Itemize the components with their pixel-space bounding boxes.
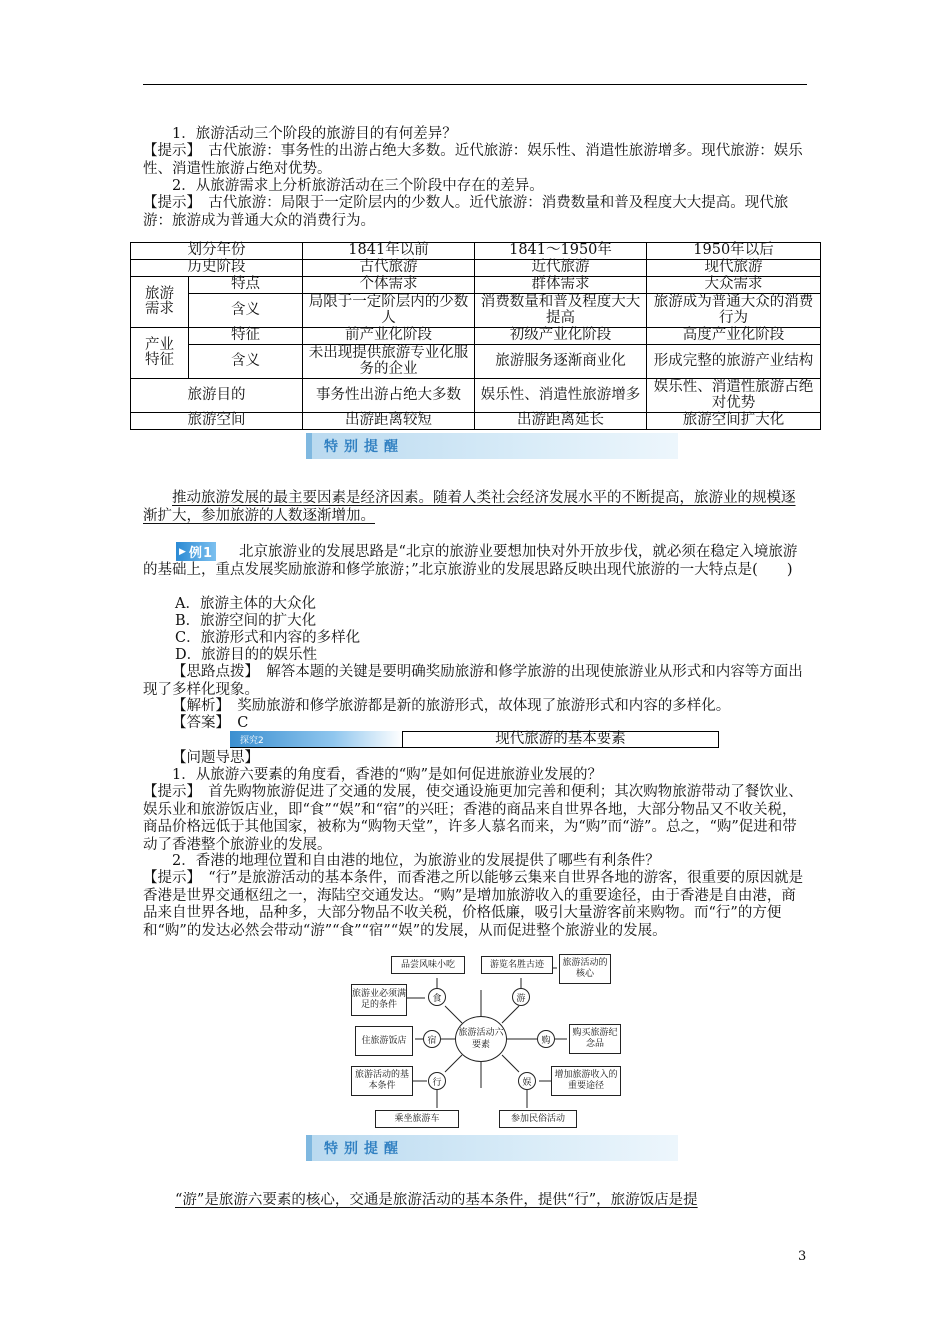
table-cell: 出游距离较短: [303, 413, 475, 430]
question-1: 1．旅游活动三个阶段的旅游目的有何差异？: [172, 126, 457, 142]
header-rule: [143, 84, 807, 85]
box-increase-income: 增加旅游收入的重要途径: [551, 1066, 621, 1096]
table-cell: 划分年份: [131, 243, 303, 260]
table-row: [131, 413, 821, 430]
table-row: [131, 379, 821, 413]
table-row: [131, 294, 821, 328]
table-cell: 娱乐性、消遣性旅游占绝对优势: [647, 379, 821, 413]
box-buy-souvenir: 购买旅游纪念品: [569, 1024, 621, 1054]
table-cell: 大众需求: [647, 277, 821, 294]
six-elements-diagram: [345, 948, 625, 1134]
table-cell: 特征: [189, 328, 303, 345]
box-taste-snacks: 品尝风味小吃: [391, 956, 465, 974]
table-cell: 形成完整的旅游产业结构: [647, 345, 821, 379]
comparison-table: [130, 242, 821, 430]
table-cell: 旅游空间扩大化: [647, 413, 821, 430]
box-stay-hotel: 住旅游饭店: [355, 1026, 413, 1056]
table-cell: 旅游成为普通大众的消费行为: [647, 294, 821, 328]
banner-mark: [306, 1135, 312, 1161]
table-cell: 含义: [189, 345, 303, 379]
node-center: 旅游活动六要素: [455, 1016, 507, 1062]
table-row: [131, 260, 821, 277]
page-number: 3: [798, 1249, 807, 1264]
box-visit-sites: 游览名胜古迹: [481, 956, 553, 974]
explore-rule: [230, 747, 402, 748]
table-cell: 未出现提供旅游专业化服务的企业: [303, 345, 475, 379]
option-d: D．旅游目的的娱乐性: [175, 647, 318, 663]
box-basic-condition: 旅游活动的基本条件: [351, 1066, 413, 1096]
option-b: B．旅游空间的扩大化: [175, 613, 317, 629]
node-stay: 宿: [423, 1030, 441, 1048]
table-cell: 旅游需求: [131, 277, 189, 328]
table-cell: 1841年以前: [303, 243, 475, 260]
table-row: [131, 243, 821, 260]
table-row: [131, 328, 821, 345]
question-4: 2．香港的地理位置和自由港的地位，为旅游业的发展提供了哪些有利条件？: [172, 853, 660, 869]
table-cell: 产业特征: [131, 328, 189, 379]
table-cell: 旅游空间: [131, 413, 303, 430]
table-cell: 娱乐性、消遣性旅游增多: [475, 379, 647, 413]
question-3: 1．从旅游六要素的角度看，香港的“购”是如何促进旅游业发展的？: [172, 767, 603, 783]
table-row: [131, 277, 821, 294]
answer-text: 【答案】 C: [172, 715, 249, 731]
table-cell: 事务性出游占绝大多数: [303, 379, 475, 413]
reminder-text-1: 推动旅游发展的最主要因素是经济因素。随着人类社会经济发展水平的不断提高，旅游业的规模逐渐扩大，参加旅游的人数逐渐增加。: [143, 490, 796, 524]
banner-label: 特别提醒: [324, 439, 404, 455]
table-cell: 近代旅游: [475, 260, 647, 277]
table-cell: 高度产业化阶段: [647, 328, 821, 345]
banner-mark: [306, 433, 312, 459]
box-tour-bus: 乘坐旅游车: [375, 1110, 459, 1128]
example-badge-label: 例1: [188, 546, 213, 561]
node-buy: 购: [537, 1030, 555, 1048]
question-2: 2．从旅游需求上分析旅游活动在三个阶段中存在的差异。: [172, 178, 544, 194]
hint-4: 【提示】 “行”是旅游活动的基本条件，而香港之所以能够云集来自世界各地的游客，很重要的原因就是香港是世界交通枢纽之一，海陆空交通发达。“购”是增加旅游收入的重要途径，由于香港是自由港，商品来自世界各地，品种多，大部分物品不收关税，价格低廉，吸引大量游客前来购物。而“行”的方便和“购”的发达必然会带动“游”“食”“宿”“娱”的发展，从而促进整个旅游业的发展。: [143, 870, 804, 939]
special-reminder-banner: [306, 433, 678, 459]
hint-2: 【提示】 古代旅游：局限于一定阶层内的少数人。近代旅游：消费数量和普及程度大大提高。现代旅游：旅游成为普通大众的消费行为。: [143, 195, 789, 229]
thinking-text: 【思路点拨】 解答本题的关键是要明确奖励旅游和修学旅游的出现使旅游业从形式和内容等方面出现了多样化现象。: [143, 664, 803, 698]
banner-label: 特别提醒: [324, 1141, 404, 1157]
table-row: [131, 345, 821, 379]
example-stem: 北京旅游业的发展思路是“北京的旅游业要想加快对外开放步伐，就必须在稳定入境旅游的基础上，重点发展奖励旅游和修学旅游；”北京旅游业的发展思路反映出现代旅游的一大特点是( ): [143, 544, 798, 578]
table-cell: 旅游服务逐渐商业化: [475, 345, 647, 379]
question-guide-label: 【问题导思】: [172, 750, 259, 766]
box-folk-activity: 参加民俗活动: [499, 1110, 577, 1128]
table-cell: 旅游目的: [131, 379, 303, 413]
table-cell: 消费数量和普及程度大大提高: [475, 294, 647, 328]
table-cell: 局限于一定阶层内的少数人: [303, 294, 475, 328]
table-cell: 历史阶段: [131, 260, 303, 277]
explore-title: 现代旅游的基本要素: [402, 731, 719, 748]
node-eat: 食: [428, 988, 446, 1006]
arrow-icon: ▶: [179, 546, 187, 557]
option-a: A．旅游主体的大众化: [175, 596, 316, 612]
reminder-text-2: “游”是旅游六要素的核心，交通是旅游活动的基本条件，提供“行”，旅游饭店是提: [175, 1192, 698, 1208]
node-tour: 游: [512, 988, 530, 1006]
table-cell: 古代旅游: [303, 260, 475, 277]
hint-3: 【提示】 首先购物旅游促进了交通的发展，使交通设施更加完善和便利；其次购物旅游带动了餐饮业、娱乐业和旅游饭店业，即“食”“娱”和“宿”的兴旺；香港的商品来自世界各地，大部分物品又不收关税，商品价格远低于其他国家，被称为“购物天堂”，许多人慕名而来，为“购”而“游”。总之，“购”促进和带动了香港整个旅游业的发展。: [143, 784, 803, 853]
table-cell: 初级产业化阶段: [475, 328, 647, 345]
table-cell: 个体需求: [303, 277, 475, 294]
table-cell: 现代旅游: [647, 260, 821, 277]
explore-tag: 探究2: [230, 731, 402, 748]
table-cell: 前产业化阶段: [303, 328, 475, 345]
table-cell: 1841～1950年: [475, 243, 647, 260]
node-go: 行: [428, 1072, 446, 1090]
table-cell: 特点: [189, 277, 303, 294]
box-core: 旅游活动的核心: [559, 954, 611, 984]
box-must-meet: 旅游业必须满足的条件: [351, 984, 407, 1016]
table-cell: 含义: [189, 294, 303, 328]
option-c: C．旅游形式和内容的多样化: [175, 630, 361, 646]
special-reminder-banner-2: [306, 1135, 678, 1161]
table-cell: 出游距离延长: [475, 413, 647, 430]
node-fun: 娱: [518, 1072, 536, 1090]
table-cell: 1950年以后: [647, 243, 821, 260]
hint-1: 【提示】 古代旅游：事务性的出游占绝大多数。近代旅游：娱乐性、消遣性旅游增多。现代旅游：娱乐性、消遣性旅游占绝对优势。: [143, 143, 803, 177]
analysis-text: 【解析】 奖励旅游和修学旅游都是新的旅游形式，故体现了旅游形式和内容的多样化。: [172, 698, 731, 714]
table-cell: 群体需求: [475, 277, 647, 294]
